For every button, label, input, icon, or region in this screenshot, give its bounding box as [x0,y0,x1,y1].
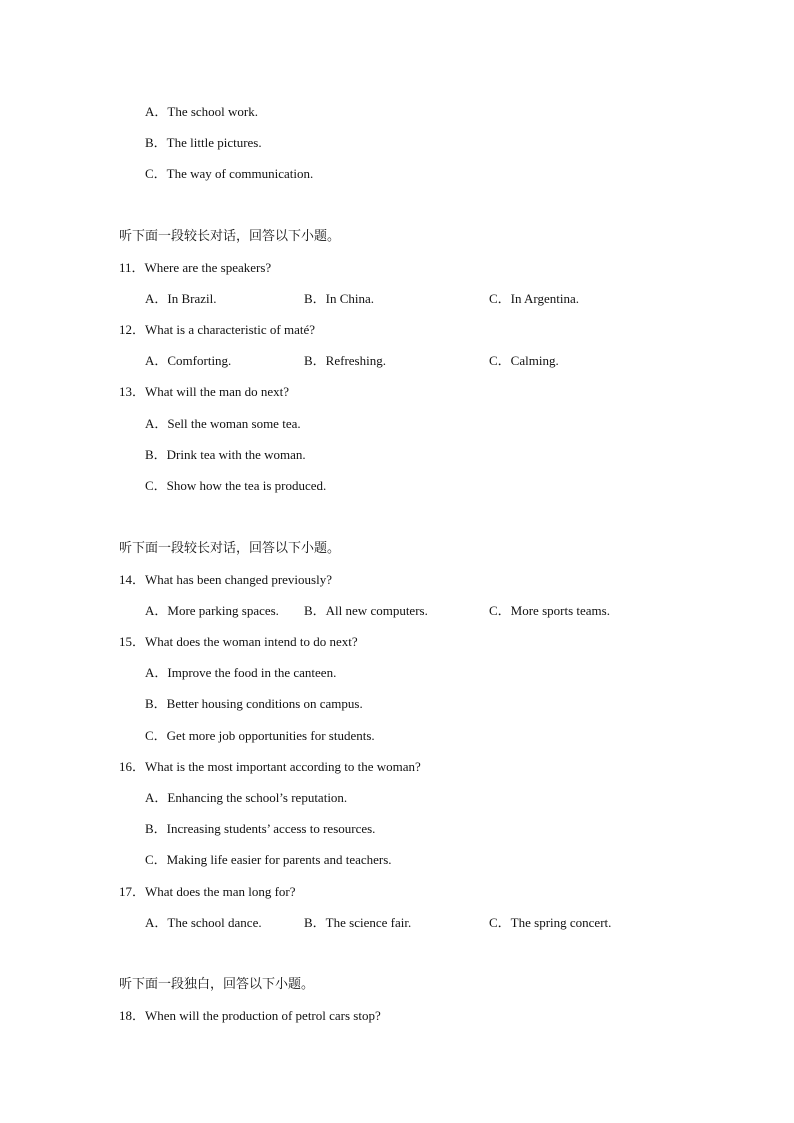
question-18-stem: 18．When will the production of petrol cars stop? [119,1008,381,1023]
section-instruction: 听下面一段独白，回答以下小题。 [119,977,315,992]
question-15-option-b: B．Better housing conditions on campus. [145,696,363,711]
option-c: C．The way of communication. [145,166,314,181]
question-16-stem: 16．What is the most important according to the woman? [119,759,421,774]
question-13-option-c: C．Show how the tea is produced. [145,478,327,493]
question-17-option-a: A．The school dance. [145,915,262,930]
question-16-option-b: B．Increasing students’ access to resources. [145,821,376,836]
question-12-option-c: C．Calming. [489,353,559,368]
question-16-option-c: C．Making life easier for parents and teachers. [145,852,392,867]
question-17-stem: 17．What does the man long for? [119,884,296,899]
question-15-stem: 15．What does the woman intend to do next? [119,634,358,649]
question-15-option-c: C．Get more job opportunities for students. [145,728,375,743]
question-14-stem: 14．What has been changed previously? [119,572,332,587]
question-17-option-c: C．The spring concert. [489,915,612,930]
option-a: A．The school work. [145,104,259,119]
question-11-option-a: A．In Brazil. [145,291,217,306]
question-13-option-a: A．Sell the woman some tea. [145,416,301,431]
option-b: B．The little pictures. [145,135,262,150]
question-11-option-c: C．In Argentina. [489,291,580,306]
question-17-option-b: B．The science fair. [304,915,412,930]
question-14-option-b: B．All new computers. [304,603,428,618]
question-14-option-a: A．More parking spaces. [145,603,279,618]
question-14-option-c: C．More sports teams. [489,603,610,618]
question-11-stem: 11．Where are the speakers? [119,260,272,275]
question-11-option-b: B．In China. [304,291,375,306]
question-15-option-a: A．Improve the food in the canteen. [145,665,337,680]
question-12-stem: 12．What is a characteristic of maté? [119,322,315,337]
question-12-option-a: A．Comforting. [145,353,232,368]
question-13-option-b: B．Drink tea with the woman. [145,447,306,462]
question-16-option-a: A．Enhancing the school’s reputation. [145,790,348,805]
question-12-option-b: B．Refreshing. [304,353,386,368]
section-instruction: 听下面一段较长对话，回答以下小题。 [119,541,341,556]
question-13-stem: 13．What will the man do next? [119,384,290,399]
section-instruction: 听下面一段较长对话，回答以下小题。 [119,229,341,244]
